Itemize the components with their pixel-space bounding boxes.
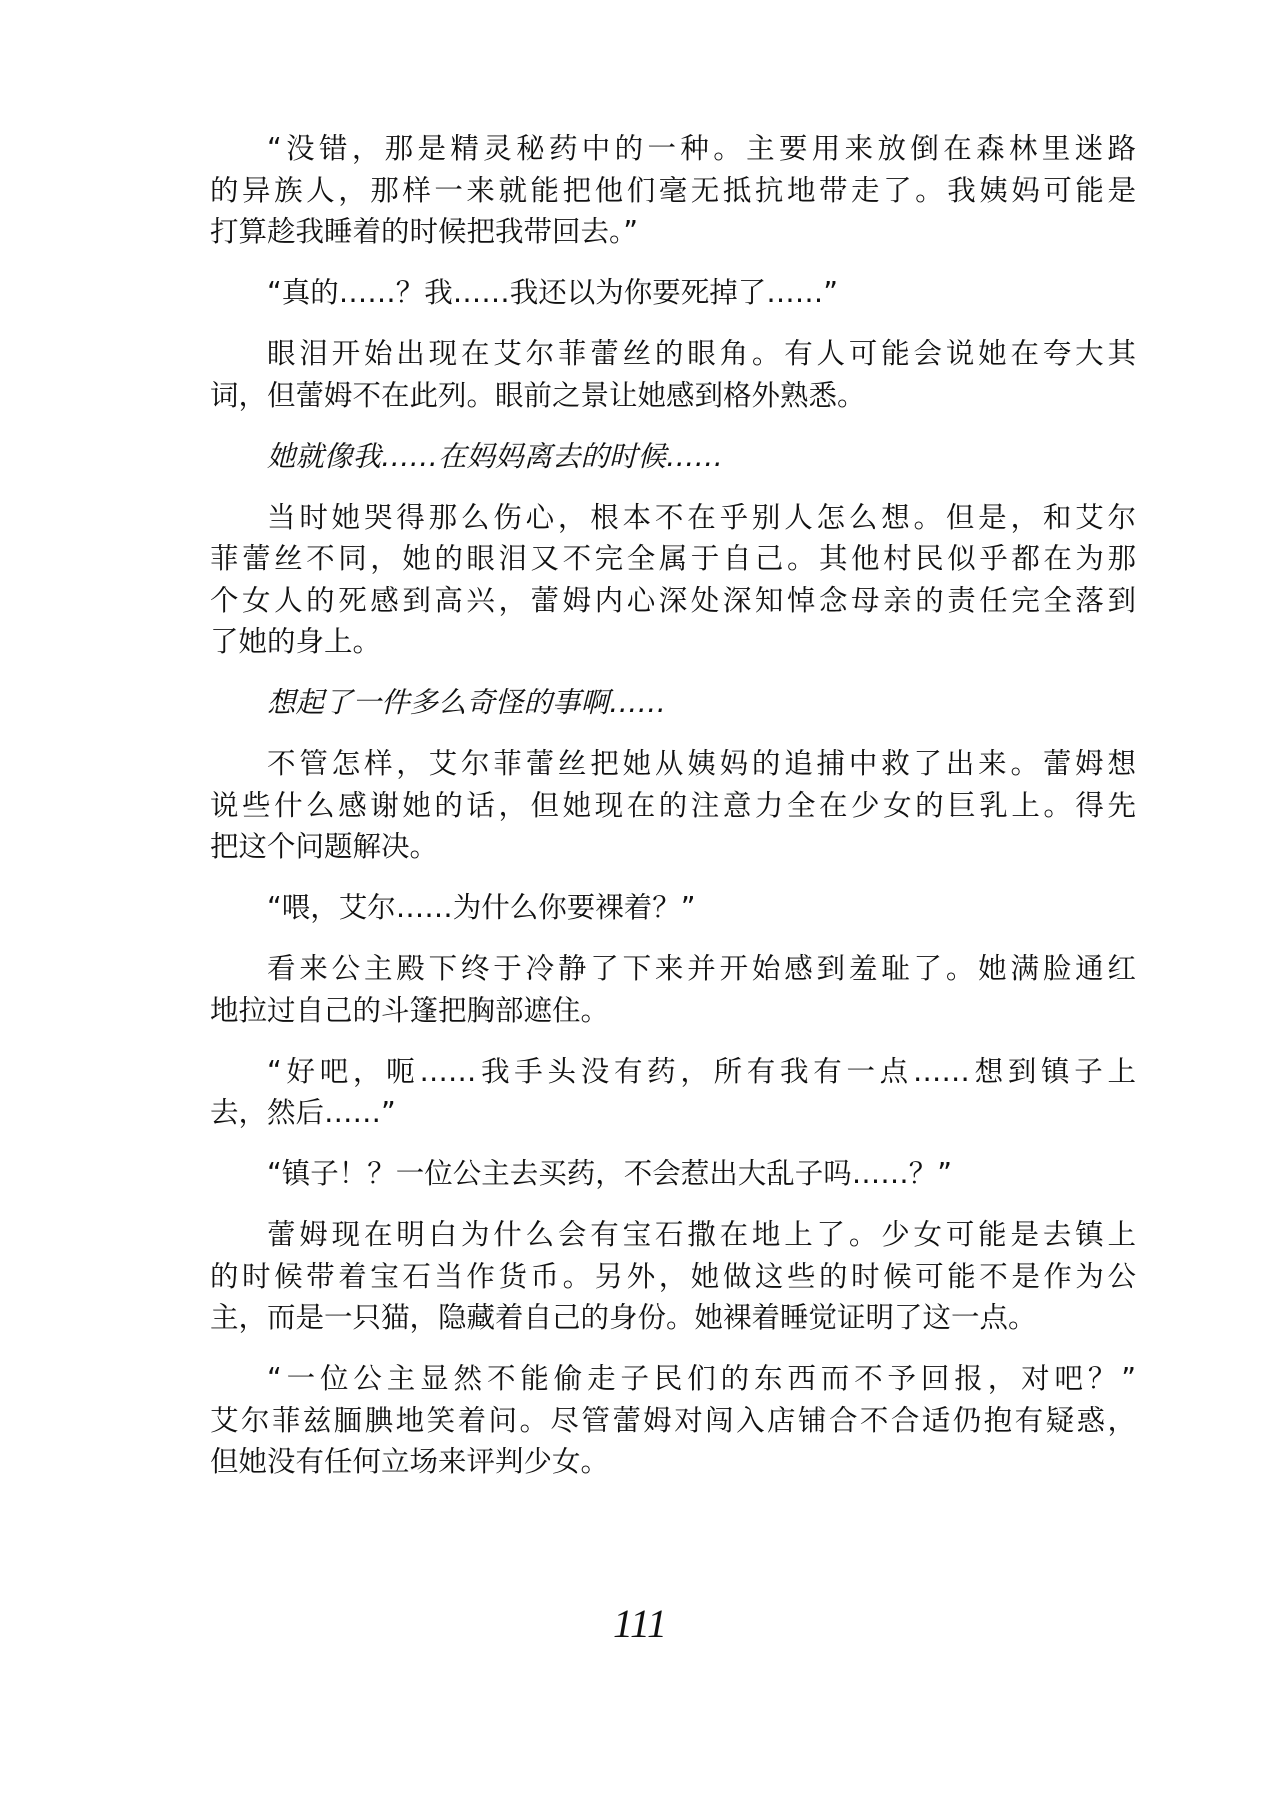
page-number: 111: [612, 1601, 668, 1646]
text-line: 眼泪开始出现在艾尔菲蕾丝的眼角。有人可能会说她在夸大其: [267, 337, 1136, 370]
paragraph: [210, 1214, 1136, 1339]
text-line: 但她没有任何立场来评判少女。: [210, 1445, 610, 1478]
page-body: [210, 128, 1136, 1502]
paragraph: [210, 497, 1136, 663]
text-line: 蕾姆现在明白为什么会有宝石撒在地上了。少女可能是去镇上: [267, 1218, 1136, 1251]
text-line: 不管怎样，艾尔菲蕾丝把她从姨妈的追捕中救了出来。蕾姆想: [267, 747, 1136, 780]
paragraph: [210, 1051, 1136, 1134]
text-line: “没错，那是精灵秘药中的一种。主要用来放倒在森林里迷路: [267, 132, 1136, 165]
text-line: “一位公主显然不能偷走子民们的东西而不予回报，对吧？”: [267, 1362, 1136, 1395]
text-line: “好吧，呃……我手头没有药，所有我有一点……想到镇子上: [267, 1054, 1136, 1088]
paragraph: [210, 743, 1136, 868]
text-line: 了她的身上。: [210, 625, 382, 658]
italic-paragraph: [210, 682, 1136, 724]
text-line: “真的……？我……我还以为你要死掉了……”: [267, 276, 839, 309]
text-line: 的时候带着宝石当作货币。另外，她做这些的时候可能不是作为公: [210, 1259, 1136, 1293]
text-line: “镇子！？一位公主去买药，不会惹出大乱子吗……？”: [267, 1157, 953, 1190]
paragraph: [210, 333, 1136, 416]
text-line: 看来公主殿下终于冷静了下来并开始感到羞耻了。她满脸通红: [267, 952, 1136, 985]
text-line: 打算趁我睡着的时候把我带回去。”: [210, 215, 639, 248]
text-line: 艾尔菲兹腼腆地笑着问。尽管蕾姆对闯入店铺合不合适仍抱有疑惑，: [210, 1403, 1136, 1437]
text-line: “喂，艾尔……为什么你要裸着？”: [267, 891, 696, 924]
text-line: 当时她哭得那么伤心，根本不在乎别人怎么想。但是，和艾尔: [267, 500, 1136, 534]
text-line: 词，但蕾姆不在此列。眼前之景让她感到格外熟悉。: [210, 378, 866, 412]
paragraph: [210, 948, 1136, 1031]
text-line: 去，然后……”: [210, 1096, 396, 1129]
paragraph: [210, 1358, 1136, 1483]
text-line: 想起了一件多么奇怪的事啊……: [267, 686, 667, 719]
text-line: 地拉过自己的斗篷把胸部遮住。: [210, 993, 610, 1027]
text-line: 主，而是一只猫，隐藏着自己的身份。她裸着睡觉证明了这一点。: [210, 1301, 1037, 1334]
paragraph: [210, 272, 1136, 314]
paragraph: [210, 128, 1136, 253]
text-line: 的异族人，那样一来就能把他们毫无抵抗地带走了。我姨妈可能是: [210, 173, 1136, 207]
text-line: 她就像我……在妈妈离去的时候……: [267, 439, 724, 473]
text-line: 个女人的死感到高兴，蕾姆内心深处深知悼念母亲的责任完全落到: [210, 583, 1136, 617]
text-line: 说些什么感谢她的话，但她现在的注意力全在少女的巨乳上。得先: [210, 788, 1136, 822]
italic-paragraph: [210, 436, 1136, 478]
text-line: 菲蕾丝不同，她的眼泪又不完全属于自己。其他村民似乎都在为那: [210, 542, 1136, 575]
paragraph: [210, 1153, 1136, 1195]
paragraph: [210, 887, 1136, 929]
text-line: 把这个问题解决。: [210, 830, 439, 863]
